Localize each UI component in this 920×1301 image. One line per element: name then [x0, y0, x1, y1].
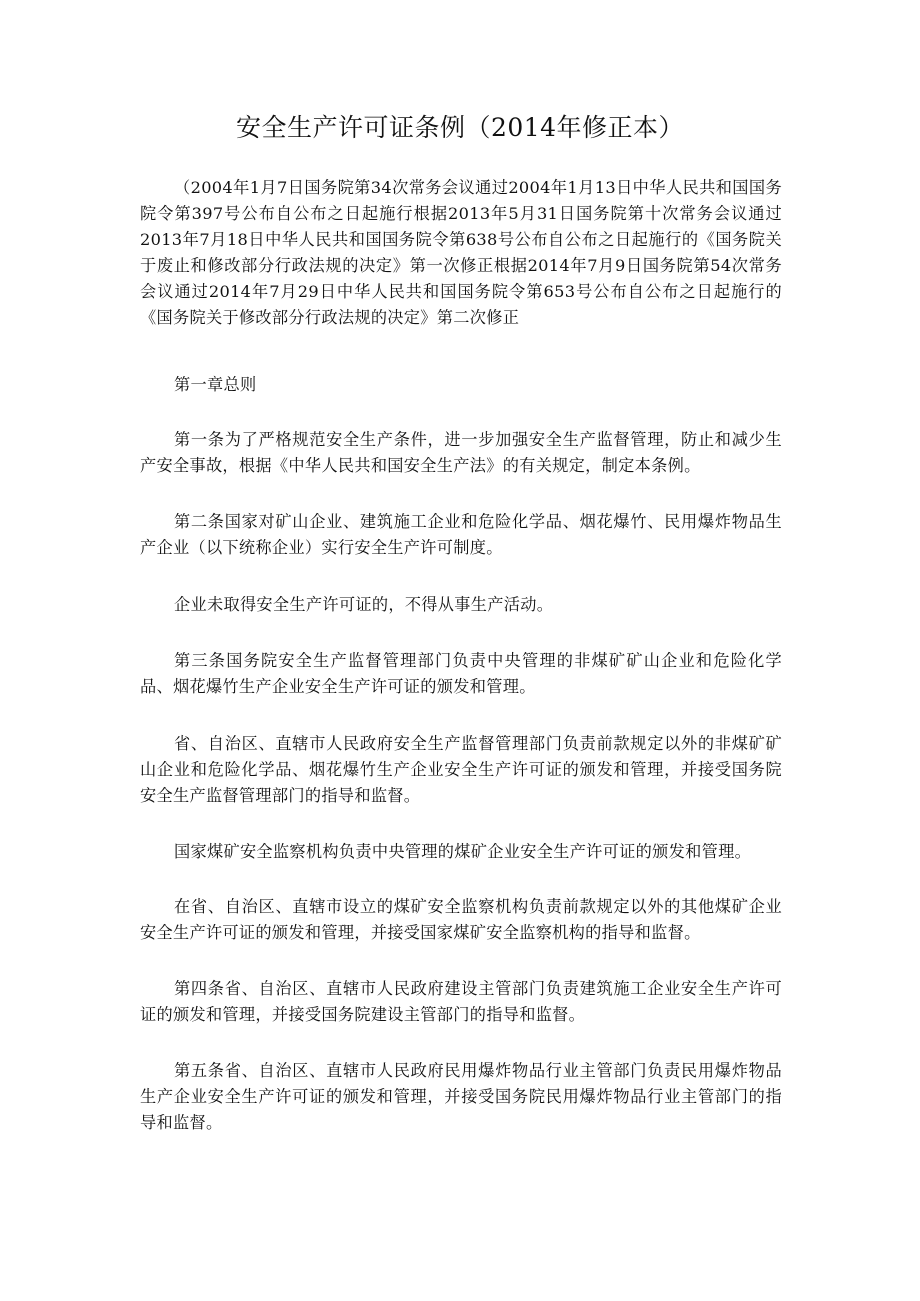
article-5-paragraph: 第五条省、自治区、直辖市人民政府民用爆炸物品行业主管部门负责民用爆炸物品生产企业安全生产许可证的颁发和管理，并接受国务院民用爆炸物品行业主管部门的指导和监督。 — [140, 1061, 782, 1132]
article-2-paragraph: 第二条国家对矿山企业、建筑施工企业和危险化学品、烟花爆竹、民用爆炸物品生产企业（以下统称企业）实行安全生产许可制度。 — [140, 512, 782, 557]
article-1-paragraph: 第一条为了严格规范安全生产条件，进一步加强安全生产监督管理，防止和减少生产安全事故，根据《中华人民共和国安全生产法》的有关规定，制定本条例。 — [140, 430, 782, 475]
chapter-heading: 第一章总则 — [174, 375, 257, 394]
article-3-clause-2-paragraph: 省、自治区、直辖市人民政府安全生产监督管理部门负责前款规定以外的非煤矿矿山企业和危险化学品、烟花爆竹生产企业安全生产许可证的颁发和管理，并接受国务院安全生产监督管理部门的指导和监督。 — [140, 734, 782, 805]
article-2-clause-paragraph: 企业未取得安全生产许可证的，不得从事生产活动。 — [174, 595, 554, 614]
preamble-paragraph: （2004年1月7日国务院第34次常务会议通过2004年1月13日中华人民共和国国务院令第397号公布自公布之日起施行根据2013年5月31日国务院第十次常务会议通过2013年7月18日中华人民共和国国务院令第638号公布自公布之日起施行的《国务院关于废止和修改部分行政法规的决定》第一次修正根据2014年7月9日国务院第54次常务会议通过2014年7月29日中华人民共和国国务院令第653号公布自公布之日起施行的《国务院关于修改部分行政法规的决定》第二次修正 — [140, 178, 782, 327]
document-title: 安全生产许可证条例（2014年修正本） — [235, 113, 685, 142]
article-3-clause-3-paragraph: 国家煤矿安全监察机构负责中央管理的煤矿企业安全生产许可证的颁发和管理。 — [174, 842, 752, 861]
article-3-clause-4-paragraph: 在省、自治区、直辖市设立的煤矿安全监察机构负责前款规定以外的其他煤矿企业安全生产许可证的颁发和管理，并接受国家煤矿安全监察机构的指导和监督。 — [140, 897, 782, 942]
article-3-paragraph: 第三条国务院安全生产监督管理部门负责中央管理的非煤矿矿山企业和危险化学品、烟花爆竹生产企业安全生产许可证的颁发和管理。 — [140, 651, 782, 696]
article-4-paragraph: 第四条省、自治区、直辖市人民政府建设主管部门负责建筑施工企业安全生产许可证的颁发和管理，并接受国务院建设主管部门的指导和监督。 — [140, 979, 782, 1024]
